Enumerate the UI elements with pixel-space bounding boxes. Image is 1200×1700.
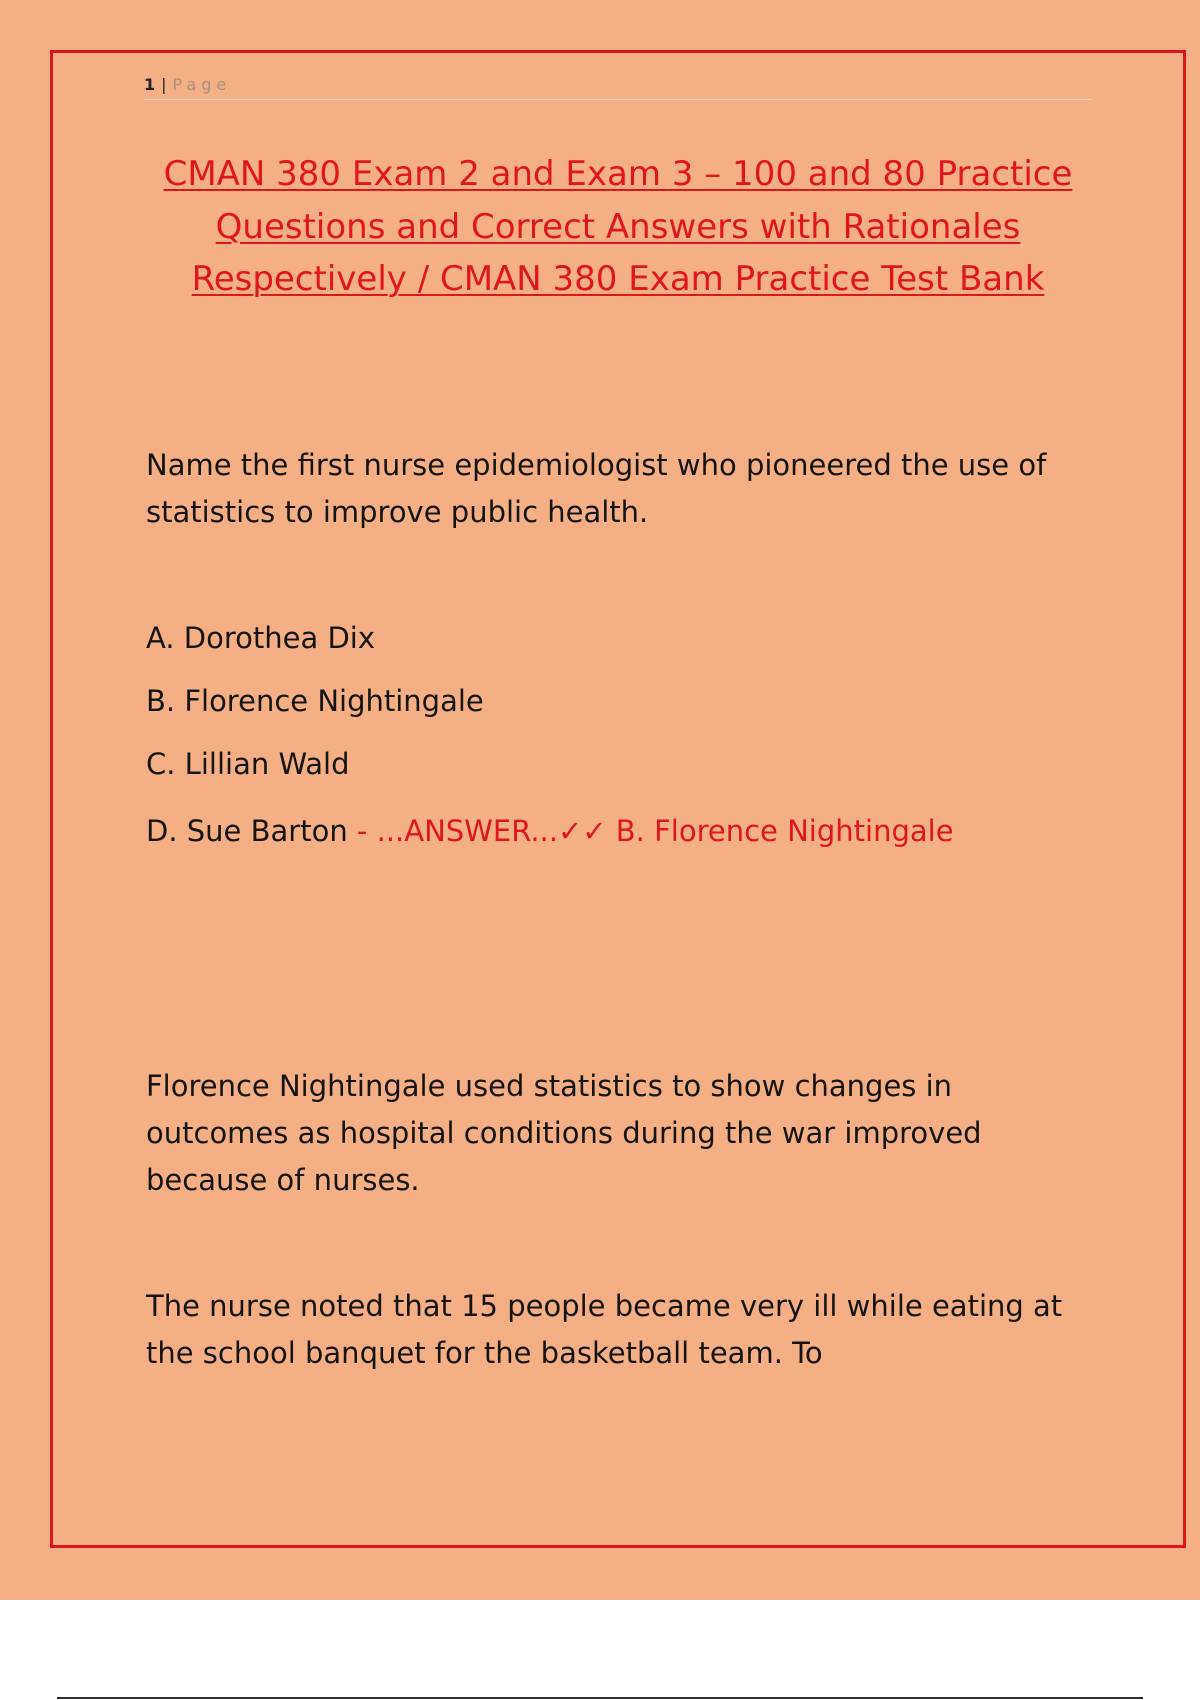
next-question-text: The nurse noted that 15 people became very ill while eating at the school banquet for the basketball team. To [146,1289,1063,1370]
page-number: 1 [144,75,156,94]
document-title: CMAN 380 Exam 2 and Exam 3 – 100 and 80 Practice Questions and Correct Answers with Rationales Respectively / CMAN 380 Exam Practice Test Bank [163,154,1073,299]
rationale-text: Florence Nightingale used statistics to show changes in outcomes as hospital conditions during the war improved because of nurses. [146,1069,982,1197]
page-label: Page [172,75,232,94]
option-d-with-answer [146,811,954,851]
option-b: B. Florence Nightingale [146,684,484,718]
option-d: D. Sue Barton [146,814,348,848]
header-separator: | [161,75,167,94]
page-bottom-rule [57,1697,1143,1699]
answer-text: - ...ANSWER...✓✓ B. Florence Nightingale [347,814,954,848]
option-c: C. Lillian Wald [146,747,350,781]
page-header [144,74,1092,100]
option-a: A. Dorothea Dix [146,621,375,655]
question-text: Name the first nurse epidemiologist who pioneered the use of statistics to improve public health. [146,448,1047,529]
